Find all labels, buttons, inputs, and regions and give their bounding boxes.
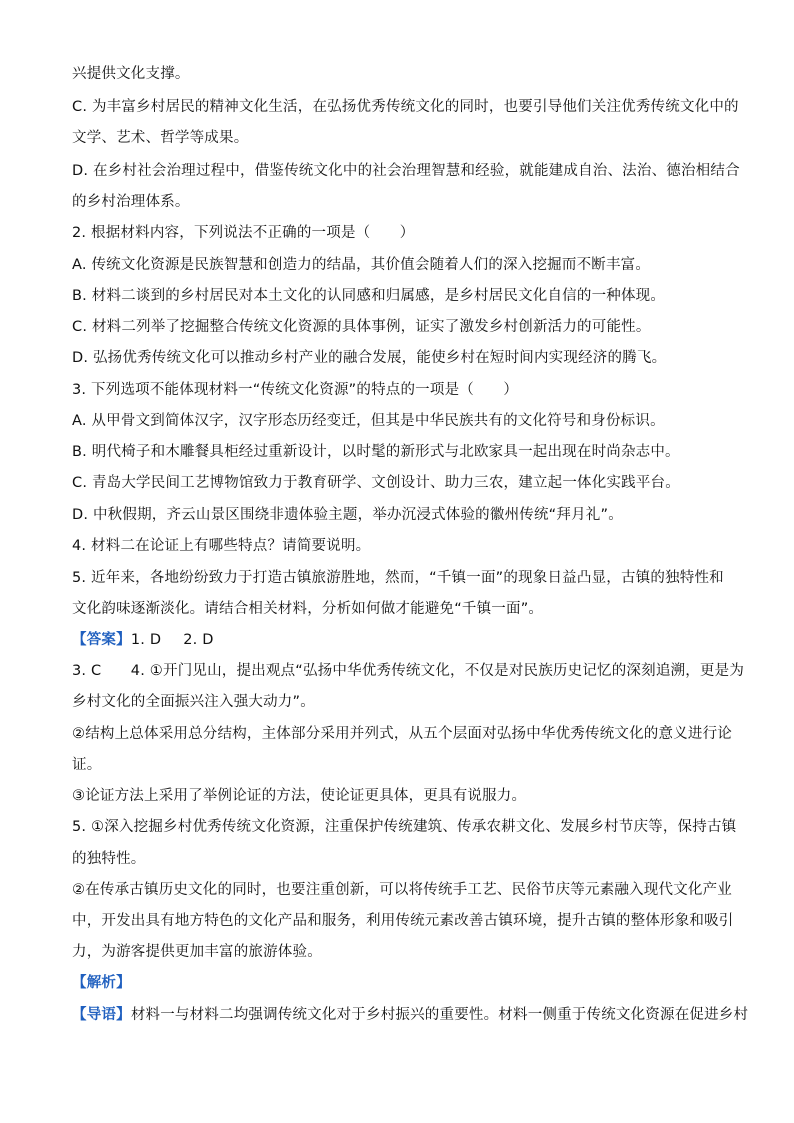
guide-line xyxy=(72,1005,749,1025)
text-line: 文化韵味逐渐淡化。请结合相关材料，分析如何做才能避免“千镇一面”。 xyxy=(72,601,544,617)
option-c: C. 材料二列举了挖掘整合传统文化资源的具体事例，证实了激发乡村创新活力的可能性。 xyxy=(72,319,651,335)
option-b: B. 明代椅子和木雕餐具柜经过重新设计，以时髦的新形式与北欧家具一起出现在时尚杂志中。 xyxy=(72,444,680,460)
text-line: C. 为丰富乡村居民的精神文化生活，在弘扬优秀传统文化的同时，也要引导他们关注优秀传统文化中的 xyxy=(72,99,739,115)
answer-text: 的独特性。 xyxy=(72,851,146,867)
guide-text: 材料一与材料二均强调传统文化对于乡村振兴的重要性。材料一侧重于传统文化资源在促进乡村 xyxy=(130,1007,749,1023)
question-5: 5. 近年来，各地纷纷致力于打造古镇旅游胜地，然而，“千镇一面”的现象日益凸显，古镇的独特性和 xyxy=(72,570,724,586)
answer-text: 中，开发出具有地方特色的文化产品和服务，利用传统元素改善古镇环境，提升古镇的整体形象和吸引 xyxy=(72,913,734,929)
answer-text: 乡村文化的全面振兴注入强大动力”。 xyxy=(72,694,315,710)
answer-text: 证。 xyxy=(72,757,102,773)
option-c: C. 青岛大学民间工艺博物馆致力于教育研学、文创设计、助力三农，建立起一体化实践平台。 xyxy=(72,475,680,491)
option-b: B. 材料二谈到的乡村居民对本土文化的认同感和归属感，是乡村居民文化自信的一种体现。 xyxy=(72,288,666,304)
question-3: 3. 下列选项不能体现材料一“传统文化资源”的特点的一项是（ ） xyxy=(72,382,519,398)
question-4: 4. 材料二在论证上有哪些特点？请简要说明。 xyxy=(72,538,371,554)
answer-text: ③论证方法上采用了举例论证的方法，使论证更具体，更具有说服力。 xyxy=(72,788,527,804)
text-line: D. 在乡村社会治理过程中，借鉴传统文化中的社会治理智慧和经验，就能建成自治、法治、德治相结合 xyxy=(72,163,740,179)
text-line: 兴提供文化支撑。 xyxy=(72,66,190,82)
answer-1: 1. D xyxy=(130,632,162,648)
text-line: 的乡村治理体系。 xyxy=(72,194,190,210)
answer-text: 力，为游客提供更加丰富的旅游体验。 xyxy=(72,944,322,960)
answer-text: ②结构上总体采用总分结构，主体部分采用并列式，从五个层面对弘扬中华优秀传统文化的意义进行论 xyxy=(72,726,732,742)
option-d: D. 弘扬优秀传统文化可以推动乡村产业的融合发展，能使乡村在短时间内实现经济的腾飞。 xyxy=(72,350,667,366)
question-2: 2. 根据材料内容，下列说法不正确的一项是（ ） xyxy=(72,225,415,241)
guide-tag: 【导语】 xyxy=(72,1007,131,1023)
option-a: A. 从甲骨文到简体汉字，汉字形态历经变迁，但其是中华民族共有的文化符号和身份标识。 xyxy=(72,413,665,429)
option-a: A. 传统文化资源是民族智慧和创造力的结晶，其价值会随着人们的深入挖掘而不断丰富。 xyxy=(72,257,651,273)
answer-text: ②在传承古镇历史文化的同时，也要注重创新，可以将传统手工艺、民俗节庆等元素融入现代文化产业 xyxy=(72,882,732,898)
analysis-line xyxy=(72,973,724,993)
answer-line xyxy=(72,630,724,650)
text-line: 文学、艺术、哲学等成果。 xyxy=(72,130,249,146)
answer-tag: 【答案】 xyxy=(72,632,131,648)
answer-text: 3. C 4. ①开门见山，提出观点“弘扬中华优秀传统文化，不仅是对民族历史记忆的深刻追溯，更是为 xyxy=(72,663,745,679)
answer-2: 2. D xyxy=(183,632,214,648)
option-d: D. 中秋假期，齐云山景区围绕非遗体验主题，举办沉浸式体验的徽州传统“拜月礼”。 xyxy=(72,507,623,523)
analysis-tag: 【解析】 xyxy=(72,975,131,991)
answer-text: 5. ①深入挖掘乡村优秀传统文化资源，注重保护传统建筑、传承农耕文化、发展乡村节庆等，保持古镇 xyxy=(72,819,737,835)
